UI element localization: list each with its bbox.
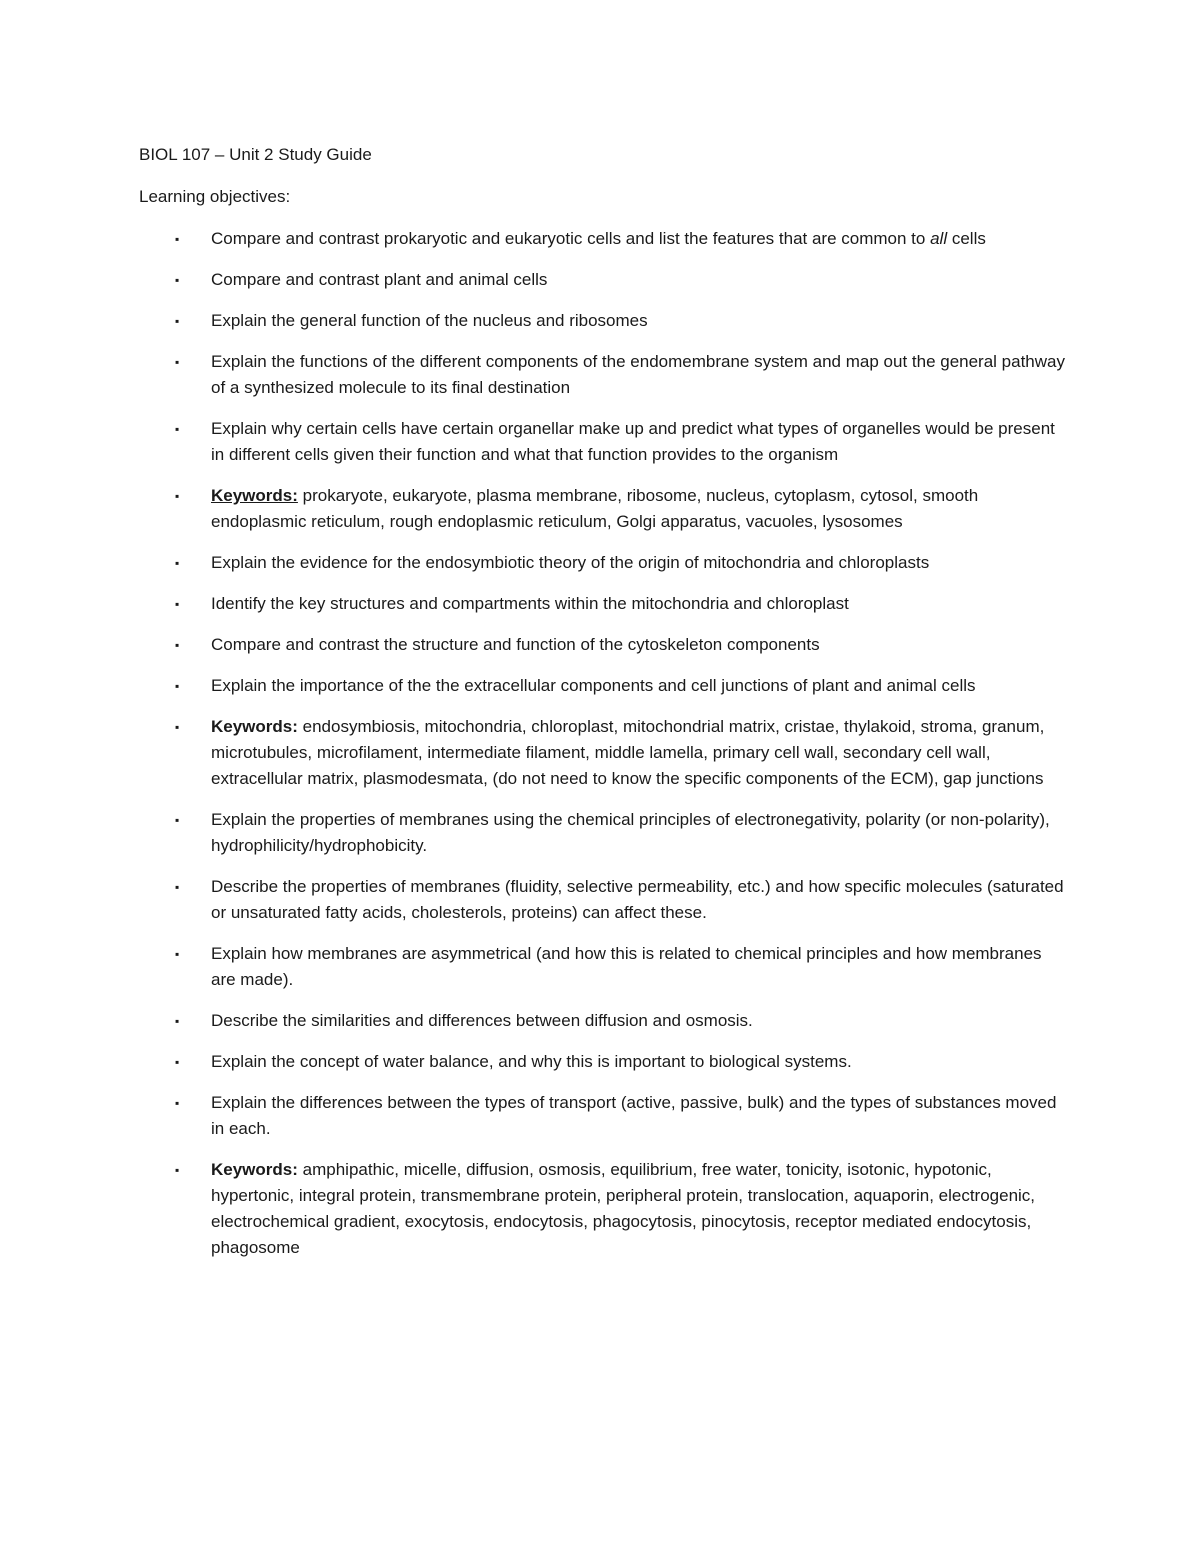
objective-item <box>139 226 1069 252</box>
objective-item <box>139 1090 1069 1142</box>
bullet-icon: ▪ <box>175 556 180 570</box>
bullet-icon: ▪ <box>175 1014 180 1028</box>
objective-item <box>139 308 1069 334</box>
objective-item <box>139 550 1069 576</box>
keywords-text: endosymbiosis, mitochondria, chloroplast, mitochondrial matrix, cristae, thylakoid, stroma, granum, microtubules, microfilament, intermediate filament, middle lamella, primary cell wall, secondary cell wall, extracellular matrix, plasmodesmata, (do not need to know the specific components of the ECM), gap junctions <box>211 717 1045 788</box>
objectives-list <box>139 226 1069 1261</box>
objective-item <box>139 673 1069 699</box>
objective-item <box>139 267 1069 293</box>
objective-text: Describe the properties of membranes (fluidity, selective permeability, etc.) and how specific molecules (saturated or unsaturated fatty acids, cholesterols, proteins) can affect these. <box>211 877 1064 922</box>
objective-text: Compare and contrast prokaryotic and eukaryotic cells and list the features that are common to <box>211 229 931 248</box>
bullet-icon: ▪ <box>175 355 180 369</box>
bullet-icon: ▪ <box>175 273 180 287</box>
bullet-icon: ▪ <box>175 1163 180 1177</box>
keywords-text: prokaryote, eukaryote, plasma membrane, ribosome, nucleus, cytoplasm, cytosol, smooth endoplasmic reticulum, rough endoplasmic reticulum, Golgi apparatus, vacuoles, lysosomes <box>211 486 979 531</box>
objective-item <box>139 349 1069 401</box>
bullet-icon: ▪ <box>175 314 180 328</box>
bullet-icon: ▪ <box>175 489 180 503</box>
objective-text: Explain the functions of the different components of the endomembrane system and map out the general pathway of a synthesized molecule to its final destination <box>211 352 1065 397</box>
bullet-icon: ▪ <box>175 638 180 652</box>
objective-item <box>139 1008 1069 1034</box>
bullet-icon: ▪ <box>175 422 180 436</box>
objective-item <box>139 632 1069 658</box>
objective-text: Explain the properties of membranes using the chemical principles of electronegativity, polarity (or non-polarity), hydrophilicity/hydrophobicity. <box>211 810 1050 855</box>
bullet-icon: ▪ <box>175 947 180 961</box>
keywords-text: amphipathic, micelle, diffusion, osmosis, equilibrium, free water, tonicity, isotonic, hypotonic, hypertonic, integral protein, transmembrane protein, peripheral protein, translocation, aquaporin, electrogenic, electrochemical gradient, exocytosis, endocytosis, phagocytosis, pinocytosis, receptor mediated endocytosis, phagosome <box>211 1160 1036 1257</box>
objective-text: Explain how membranes are asymmetrical (and how this is related to chemical principles and how membranes are made). <box>211 944 1042 989</box>
document-body <box>139 142 1069 1276</box>
objective-item <box>139 874 1069 926</box>
objective-item <box>139 807 1069 859</box>
section-heading: Learning objectives: <box>139 187 291 206</box>
objective-text: Explain the importance of the the extracellular components and cell junctions of plant and animal cells <box>211 676 976 695</box>
objective-item <box>139 1157 1069 1261</box>
objective-text: Compare and contrast the structure and function of the cytoskeleton components <box>211 635 820 654</box>
bullet-icon: ▪ <box>175 597 180 611</box>
objective-text: Explain the general function of the nucleus and ribosomes <box>211 311 648 330</box>
bullet-icon: ▪ <box>175 880 180 894</box>
document-title: BIOL 107 – Unit 2 Study Guide <box>139 145 372 164</box>
objective-item <box>139 591 1069 617</box>
objective-item <box>139 483 1069 535</box>
bullet-icon: ▪ <box>175 232 180 246</box>
bullet-icon: ▪ <box>175 813 180 827</box>
objective-text: Identify the key structures and compartments within the mitochondria and chloroplast <box>211 594 849 613</box>
objective-item <box>139 1049 1069 1075</box>
bullet-icon: ▪ <box>175 720 180 734</box>
objective-text: Explain the differences between the types of transport (active, passive, bulk) and the types of substances moved in each. <box>211 1093 1057 1138</box>
objective-text: Explain the evidence for the endosymbiotic theory of the origin of mitochondria and chloroplasts <box>211 553 930 572</box>
objective-text: Describe the similarities and differences between diffusion and osmosis. <box>211 1011 753 1030</box>
objective-text: Explain the concept of water balance, and why this is important to biological systems. <box>211 1052 852 1071</box>
keywords-label: Keywords: <box>211 717 298 736</box>
objective-item <box>139 416 1069 468</box>
objective-text: cells <box>947 229 986 248</box>
bullet-icon: ▪ <box>175 1096 180 1110</box>
objective-text: Explain why certain cells have certain organellar make up and predict what types of organelles would be present in different cells given their function and what that function provides to the organism <box>211 419 1055 464</box>
emphasis-text: all <box>930 229 948 248</box>
bullet-icon: ▪ <box>175 1055 180 1069</box>
bullet-icon: ▪ <box>175 679 180 693</box>
objective-item <box>139 941 1069 993</box>
keywords-label: Keywords: <box>211 1160 298 1179</box>
keywords-label: Keywords: <box>211 486 298 505</box>
objective-item <box>139 714 1069 792</box>
objective-text: Compare and contrast plant and animal cells <box>211 270 548 289</box>
